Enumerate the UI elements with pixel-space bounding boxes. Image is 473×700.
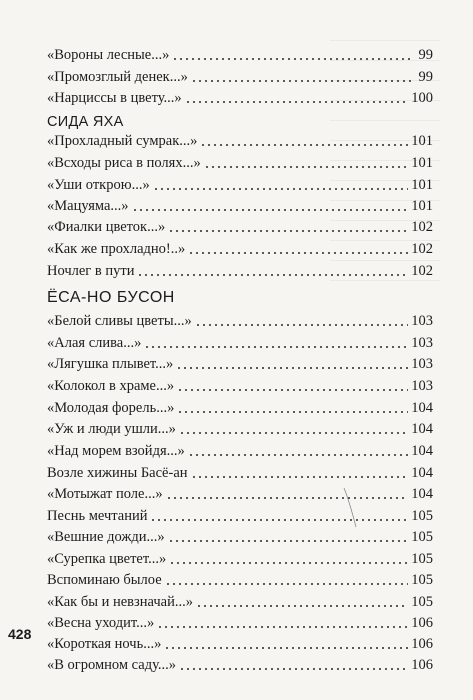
dot-leader — [196, 605, 408, 607]
toc-entry[interactable] — [47, 351, 433, 373]
toc-entry-page: 104 — [411, 421, 433, 437]
toc-entry[interactable] — [47, 652, 433, 674]
toc-entry-title: «Мотыжат поле...» — [47, 486, 163, 502]
toc-entry-title: Возле хижины Басё-ан — [47, 465, 188, 481]
toc-entry-page: 103 — [411, 378, 433, 394]
toc-entry[interactable] — [47, 438, 433, 460]
toc-entry-page: 103 — [411, 335, 433, 351]
toc-entry[interactable] — [47, 524, 433, 546]
toc-entry-page: 105 — [411, 551, 433, 567]
toc-entry[interactable] — [47, 330, 433, 352]
toc-entry[interactable] — [47, 85, 433, 107]
toc-entry-page: 102 — [411, 263, 433, 279]
dot-leader — [168, 540, 409, 542]
page-number: 428 — [8, 626, 32, 642]
dot-leader — [179, 668, 408, 670]
toc-entry-title: «Алая слива...» — [47, 335, 142, 351]
toc-entry[interactable] — [47, 503, 433, 525]
toc-entry[interactable] — [47, 236, 433, 258]
toc-entry-title: Вспоминаю былое — [47, 572, 162, 588]
toc-entry-title: Песнь мечтаний — [47, 508, 148, 524]
dot-leader — [177, 411, 408, 413]
toc-entry-title: «В огромном саду...» — [47, 657, 177, 673]
toc-entry-title: «Промозглый денек...» — [47, 69, 188, 85]
dot-leader — [132, 209, 409, 211]
toc-entry-title: «Как бы и невзначай...» — [47, 594, 193, 610]
toc-entry-title: «Мацуяма...» — [47, 198, 129, 214]
toc-entry-title: «Над морем взойдя...» — [47, 443, 185, 459]
dot-leader — [185, 101, 409, 103]
toc-entry-title: «Вороны лесные...» — [47, 47, 170, 63]
toc-entry-page: 105 — [411, 508, 433, 524]
toc-entry-page: 104 — [411, 400, 433, 416]
dot-leader — [188, 252, 408, 254]
toc-entry-title: «Уши открою...» — [47, 177, 150, 193]
toc-entry-title: «Прохладный сумрак...» — [47, 133, 198, 149]
toc-entry-title: «Колокол в храме...» — [47, 378, 175, 394]
toc-entry[interactable] — [47, 546, 433, 568]
toc-entry-page: 106 — [411, 615, 433, 631]
toc-entry[interactable] — [47, 589, 433, 611]
toc-entry[interactable] — [47, 193, 433, 215]
dot-leader — [191, 476, 409, 478]
dot-leader — [150, 519, 408, 521]
toc-entry-title: «Белой сливы цветы...» — [47, 313, 192, 329]
toc-entry-page: 104 — [411, 443, 433, 459]
toc-entry-page: 102 — [411, 241, 433, 257]
toc-entry[interactable] — [47, 150, 433, 172]
toc-entry-title: «Вешние дожди...» — [47, 529, 165, 545]
toc-entry-page: 105 — [411, 594, 433, 610]
dot-leader — [137, 274, 408, 276]
toc-entry[interactable] — [47, 631, 433, 653]
toc-entry-title: «Нарциссы в цвету...» — [47, 90, 182, 106]
dot-leader — [188, 454, 409, 456]
toc-entry-title: «Сурепка цветет...» — [47, 551, 167, 567]
toc-entry[interactable] — [47, 128, 433, 150]
toc-entry-page: 102 — [411, 219, 433, 235]
dot-leader — [166, 497, 409, 499]
toc-entry-page: 105 — [411, 529, 433, 545]
dot-leader — [164, 647, 408, 649]
toc-entry-title: «Всходы риса в полях...» — [47, 155, 201, 171]
toc-entry[interactable] — [47, 567, 433, 589]
dot-leader — [169, 562, 408, 564]
toc-entry-page: 101 — [411, 198, 433, 214]
dot-leader — [172, 58, 412, 60]
toc-entry-page: 104 — [411, 465, 433, 481]
dot-leader — [195, 324, 409, 326]
toc-entry-page: 101 — [411, 155, 433, 171]
dot-leader — [179, 432, 408, 434]
toc-entry-page: 104 — [411, 486, 433, 502]
toc-entry[interactable] — [47, 460, 433, 482]
dot-leader — [168, 230, 408, 232]
toc-entry-page: 106 — [411, 636, 433, 652]
toc-entry-page: 101 — [411, 133, 433, 149]
dot-leader — [153, 188, 409, 190]
toc-entry-title: «Весна уходит...» — [47, 615, 155, 631]
dot-leader — [157, 626, 408, 628]
toc-entry[interactable] — [47, 214, 433, 236]
toc-entry[interactable] — [47, 172, 433, 194]
dot-leader — [204, 166, 409, 168]
toc-entry[interactable] — [47, 64, 433, 86]
toc-entry[interactable] — [47, 308, 433, 330]
toc-entry[interactable] — [47, 395, 433, 417]
section-heading: ЁСА-НО БУСОН — [47, 289, 175, 306]
dot-leader — [176, 367, 408, 369]
toc-entry-page: 103 — [411, 356, 433, 372]
toc-entry-title: Ночлег в пути — [47, 263, 135, 279]
toc-entry-page: 105 — [411, 572, 433, 588]
section-heading: СИДА ЯХА — [47, 114, 124, 130]
dot-leader — [200, 144, 408, 146]
toc-entry-page: 100 — [411, 90, 433, 106]
toc-entry[interactable] — [47, 258, 433, 280]
toc-entry[interactable] — [47, 42, 433, 64]
dot-leader — [177, 389, 408, 391]
toc-entry-title: «Уж и люди ушли...» — [47, 421, 176, 437]
dot-leader — [144, 346, 408, 348]
toc-entry-page: 99 — [418, 47, 433, 63]
toc-entry[interactable] — [47, 610, 433, 632]
toc-entry-title: «Фиалки цветок...» — [47, 219, 166, 235]
toc-entry-page: 101 — [411, 177, 433, 193]
toc-entry-page: 106 — [411, 657, 433, 673]
toc-entry[interactable] — [47, 416, 433, 438]
toc-entry-page: 103 — [411, 313, 433, 329]
toc-entry[interactable] — [47, 373, 433, 395]
dot-leader — [165, 583, 409, 585]
dot-leader — [191, 80, 412, 82]
toc-entry-title: «Как же прохладно!..» — [47, 241, 186, 257]
toc-entry-title: «Короткая ночь...» — [47, 636, 162, 652]
toc-entry-title: «Лягушка плывет...» — [47, 356, 174, 372]
toc-entry-title: «Молодая форель...» — [47, 400, 175, 416]
toc-entry-page: 99 — [418, 69, 433, 85]
toc-entry[interactable] — [47, 481, 433, 503]
